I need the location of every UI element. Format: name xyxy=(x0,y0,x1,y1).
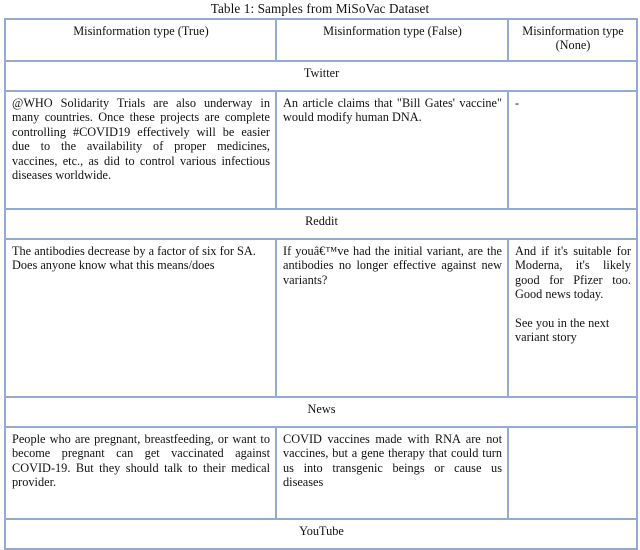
section-label-youtube: YouTube xyxy=(5,519,637,549)
cell-twitter-true: @WHO Solidarity Trials are also underway in many countries. Once these projects are complete controlling #COVID19 effectively will be easier due to the availability of proper medicines, vaccines, etc., as did to control various infectious diseases worldwide. xyxy=(5,91,276,209)
section-header-row-reddit xyxy=(5,209,637,239)
cell-reddit-true: The antibodies decrease by a factor of six for SA. Does anyone know what this means/does xyxy=(5,239,276,397)
cell-reddit-none-paragraph-2: See you in the next variant story xyxy=(515,315,610,345)
samples-table xyxy=(4,18,638,550)
section-header-row-news xyxy=(5,397,637,427)
table-header-row xyxy=(5,19,637,61)
cell-news-true: People who are pregnant, breastfeeding, or want to become pregnant can get vaccinated against COVID-19. But they should talk to their medical provider. xyxy=(5,427,276,519)
section-label-twitter: Twitter xyxy=(5,61,637,91)
cell-twitter-false: An article claims that "Bill Gates' vaccine" would modify human DNA. xyxy=(276,91,508,209)
section-label-reddit: Reddit xyxy=(5,209,637,239)
cell-reddit-none xyxy=(508,239,637,397)
column-header-false: Misinformation type (False) xyxy=(276,19,508,61)
table-row-news xyxy=(5,427,637,519)
table-caption: Table 1: Samples from MiSoVac Dataset xyxy=(210,1,430,16)
table-row-twitter xyxy=(5,91,637,209)
table-row-reddit xyxy=(5,239,637,397)
cell-twitter-none: - xyxy=(508,91,637,209)
column-header-none: Misinformation type (None) xyxy=(508,19,637,61)
section-header-row-twitter xyxy=(5,61,637,91)
cell-reddit-false: If youâ€™ve had the initial variant, are the antibodies no longer effective against new variants? xyxy=(276,239,508,397)
section-label-news: News xyxy=(5,397,637,427)
cell-reddit-none-paragraph-1: And if it's suitable for Moderna, it's likely good for Pfizer too. Good news today. xyxy=(515,244,631,302)
cell-news-none xyxy=(508,427,637,519)
cell-news-false: COVID vaccines made with RNA are not vaccines, but a gene therapy that could turn us into transgenic beings or cause us diseases xyxy=(276,427,508,519)
section-header-row-youtube xyxy=(5,519,637,549)
column-header-true: Misinformation type (True) xyxy=(5,19,276,61)
